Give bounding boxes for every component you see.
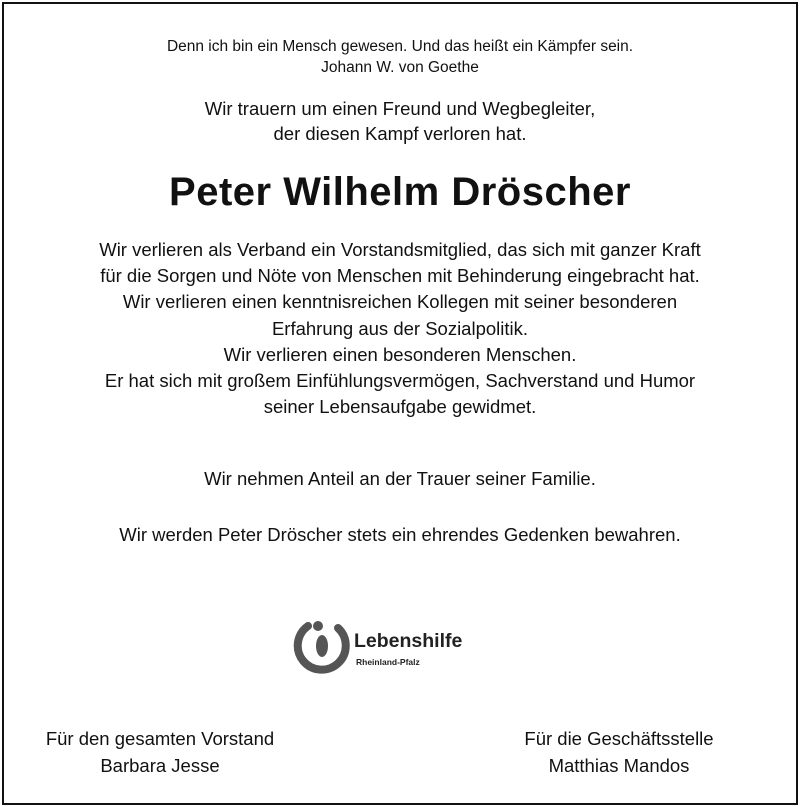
tribute-line: Erfahrung aus der Sozialpolitik.	[271, 317, 529, 339]
intro-line: Wir trauern um einen Freund und Wegbegleiter,	[204, 98, 596, 119]
quote-text: Denn ich bin ein Mensch gewesen. Und das heißt ein Kämpfer sein.	[166, 38, 634, 55]
lebenshilfe-emblem-icon	[290, 618, 352, 678]
tribute-text	[0, 237, 800, 420]
tribute-line: seiner Lebensaufgabe gewidmet.	[263, 396, 537, 418]
tribute-line: Wir verlieren einen besonderen Menschen.	[223, 343, 577, 365]
signature-role: Für den gesamten Vorstand	[45, 728, 275, 749]
signature-board	[22, 725, 298, 779]
signature-name: Barbara Jesse	[100, 755, 220, 776]
intro-line: der diesen Kampf verloren hat.	[273, 123, 527, 144]
deceased-name: Peter Wilhelm Dröscher	[169, 170, 631, 214]
quote-author: Johann W. von Goethe	[321, 59, 479, 76]
condolence-line: Wir nehmen Anteil an der Trauer seiner Familie.	[204, 468, 596, 489]
lebenshilfe-logo	[290, 618, 510, 678]
tribute-line: Wir verlieren einen kenntnisreichen Kollegen mit seiner besonderen	[122, 291, 678, 313]
intro-text	[0, 96, 800, 146]
tribute-line: Er hat sich mit großem Einfühlungsvermögen, Sachverstand und Humor	[104, 370, 696, 392]
signature-role: Für die Geschäftsstelle	[524, 728, 714, 749]
signature-name: Matthias Mandos	[548, 755, 690, 776]
signature-office	[480, 725, 758, 779]
logo-title: Lebenshilfe	[354, 630, 463, 652]
tribute-line: Wir verlieren als Verband ein Vorstandsmitglied, das sich mit ganzer Kraft	[99, 239, 701, 260]
tribute-line: für die Sorgen und Nöte von Menschen mit Behinderung eingebracht hat.	[100, 265, 700, 287]
remembrance-line: Wir werden Peter Dröscher stets ein ehrendes Gedenken bewahren.	[119, 524, 681, 545]
logo-subtitle: Rheinland-Pfalz	[356, 657, 420, 667]
goethe-quote	[0, 36, 800, 78]
